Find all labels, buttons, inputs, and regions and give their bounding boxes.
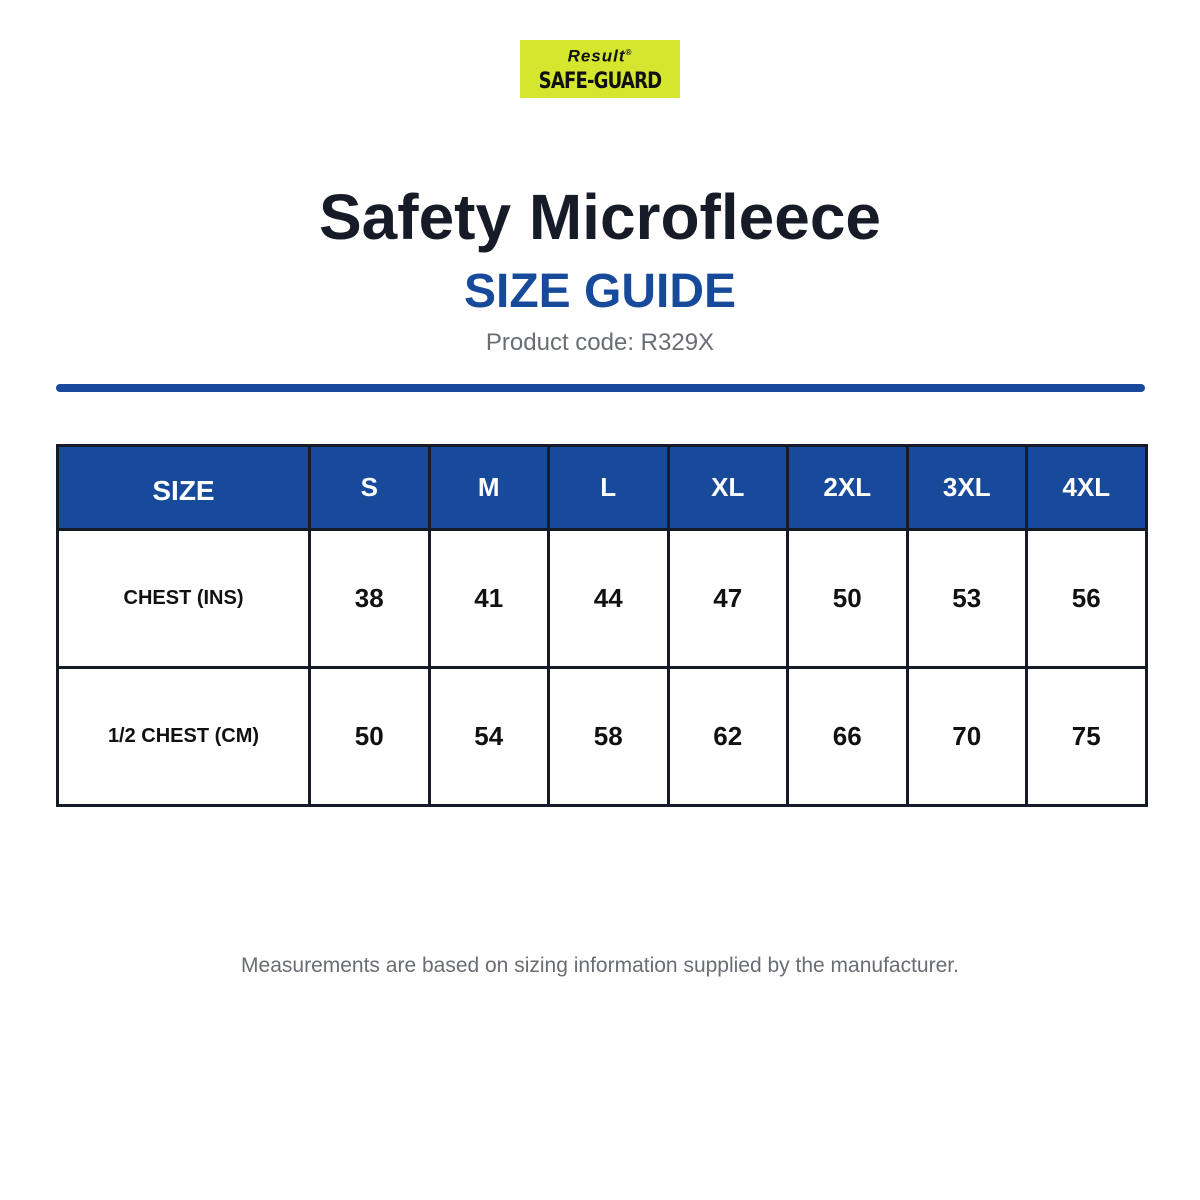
measurement-cell: 47 <box>668 530 788 668</box>
size-header-cell: M <box>429 446 549 530</box>
measurement-cell: 38 <box>310 530 430 668</box>
size-header-cell: L <box>549 446 669 530</box>
product-code: Product code: R329X <box>485 329 715 356</box>
measurement-cell: 58 <box>549 668 669 806</box>
disclaimer-note: Measurements are based on sizing information supplied by the manufacturer. <box>241 954 959 977</box>
size-table <box>56 444 1148 807</box>
logo-line-2: SAFE-GUARD <box>538 68 662 94</box>
measurement-cell: 50 <box>310 668 430 806</box>
size-header-cell: 4XL <box>1027 446 1147 530</box>
size-header-cell: 3XL <box>907 446 1027 530</box>
measurement-cell: 44 <box>549 530 669 668</box>
row-label: CHEST (INS) <box>58 530 310 668</box>
measurement-cell: 54 <box>429 668 549 806</box>
table-header-row <box>58 446 1147 530</box>
logo-line-1: Result <box>567 46 626 66</box>
measurement-cell: 53 <box>907 530 1027 668</box>
page-title: Safety Microfleece <box>318 181 882 253</box>
page-subtitle: SIZE GUIDE <box>463 265 737 318</box>
logo-registered-mark: ® <box>625 48 633 57</box>
measurement-cell: 50 <box>788 530 908 668</box>
brand-logo <box>520 40 680 98</box>
measurement-cell: 70 <box>907 668 1027 806</box>
table-row <box>58 530 1147 668</box>
measurement-cell: 66 <box>788 668 908 806</box>
measurement-cell: 62 <box>668 668 788 806</box>
row-label: 1/2 CHEST (CM) <box>58 668 310 806</box>
measurement-cell: 75 <box>1027 668 1147 806</box>
table-row <box>58 668 1147 806</box>
size-header-cell: S <box>310 446 430 530</box>
size-header-cell: XL <box>668 446 788 530</box>
size-header-cell: 2XL <box>788 446 908 530</box>
measurement-cell: 56 <box>1027 530 1147 668</box>
header-divider <box>56 384 1145 392</box>
size-column-header: SIZE <box>58 446 310 530</box>
measurement-cell: 41 <box>429 530 549 668</box>
